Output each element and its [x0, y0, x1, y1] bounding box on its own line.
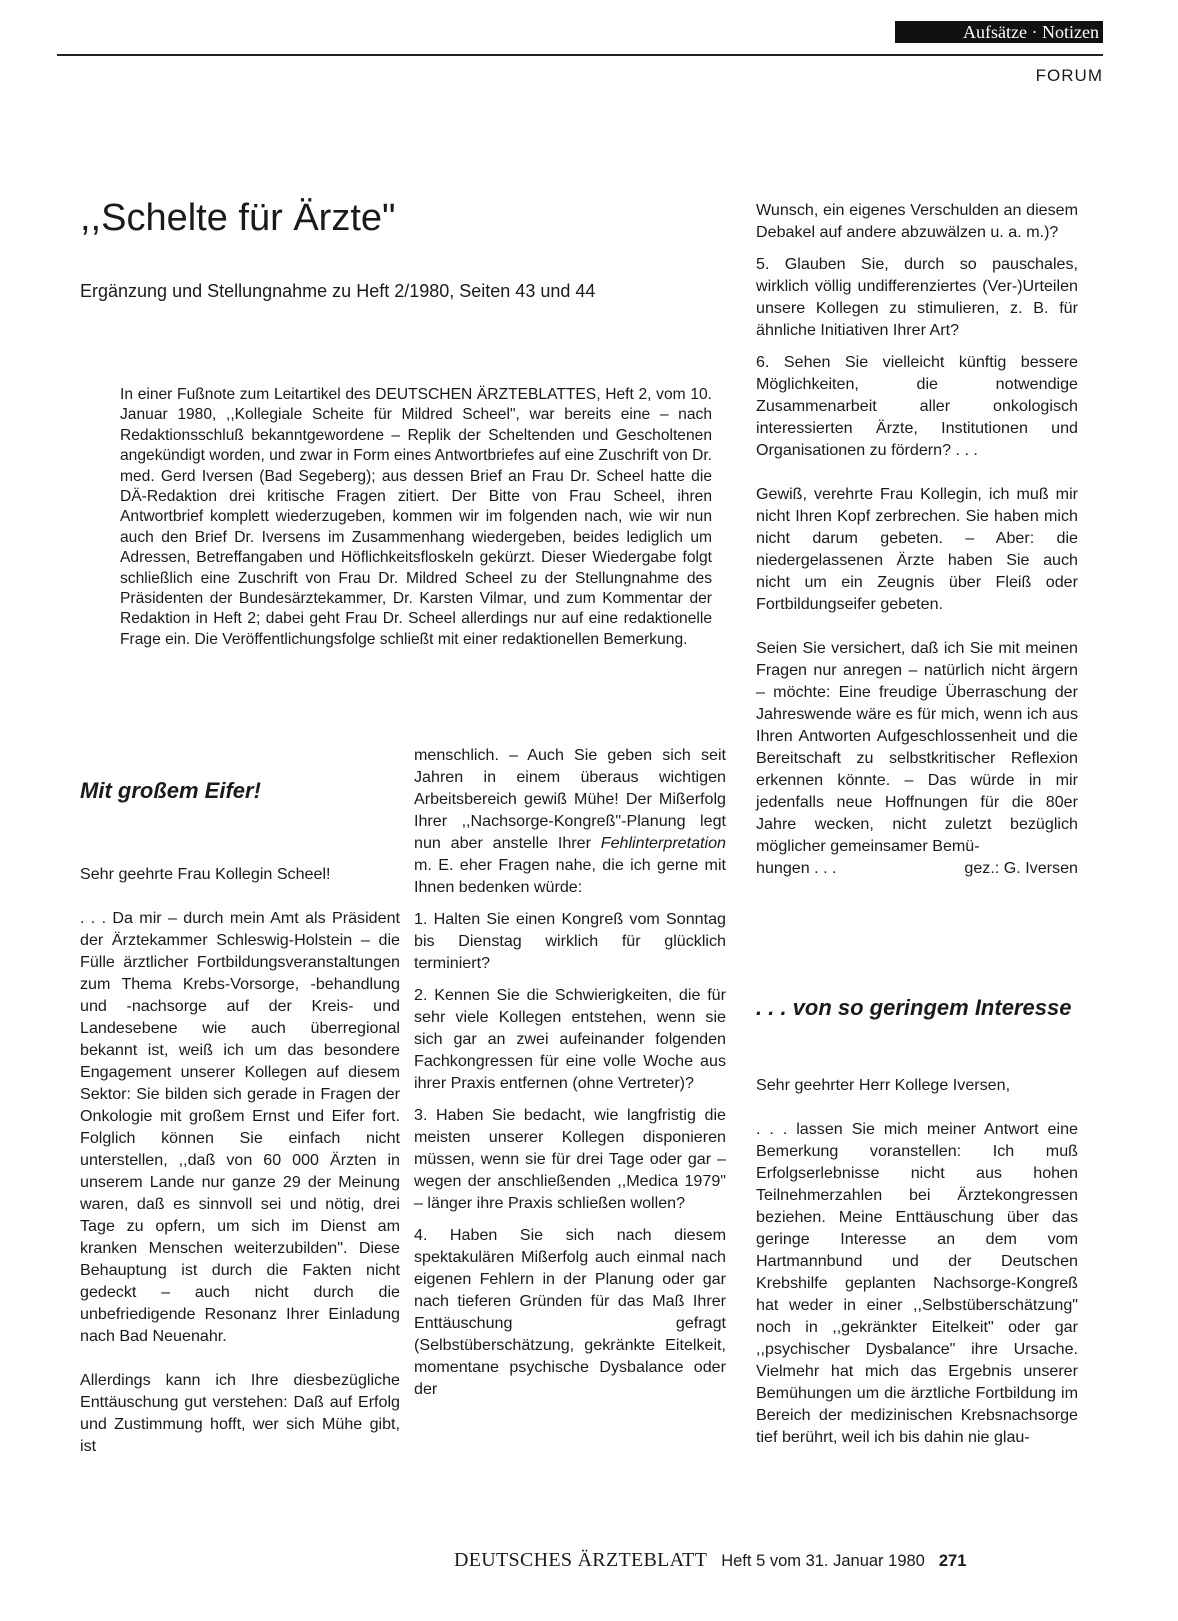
header-rule	[57, 54, 1103, 56]
letter1-paragraph-3	[414, 744, 726, 898]
question-2: 2. Kennen Sie die Schwierigkeiten, die für sehr viele Kollegen entstehen, wenn sie sich gar an zwei aufeinander folgenden Fachkongressen für eine volle Woche aus ihrer Praxis entfernen (ohne Vertreter)?	[414, 986, 726, 1092]
question-1: 1. Halten Sie einen Kongreß vom Sonntag bis Dienstag wirklich für glücklich terminiert?	[414, 910, 726, 972]
p3-part-a: menschlich. – Auch Sie geben sich seit Jahren in einem überaus wichtigen Arbeitsbereich gewiß Mühe! Der Mißerfolg Ihrer ,,Nachsorge-Kongreß"-Planung legt nun aber anstelle Ihrer	[414, 746, 726, 852]
journal-name: DEUTSCHES ÄRZTEBLATT	[454, 1549, 708, 1571]
letter1-salutation: Sehr geehrte Frau Kollegin Scheel!	[80, 865, 331, 883]
question-3: 3. Haben Sie bedacht, wie langfristig die meisten unserer Kollegen disponieren müssen, wenn sie für drei Tage oder gar – wegen der anschließenden ,,Medica 1979" – länger ihre Praxis schließen wollen?	[414, 1106, 726, 1212]
column-3	[756, 199, 1078, 879]
p3-emphasis: Fehlinterpretation	[600, 834, 726, 852]
letter1-paragraph-4: Gewiß, verehrte Frau Kollegin, ich muß mir nicht Ihren Kopf zerbrechen. Sie haben mich nicht darum gebeten. – Aber: die niedergelassenen Ärzte haben Sie auch nicht um ein Zeugnis über Fleiß oder Fortbildungseifer gebeten.	[756, 485, 1078, 613]
p3-part-b: m. E. eher Fragen nahe, die ich gerne mit Ihnen bedenken würde:	[414, 856, 726, 896]
page-number: 271	[938, 1552, 967, 1570]
signature: gez.: G. Iversen	[964, 859, 1078, 877]
question-6: 6. Sehen Sie vielleicht künftig bessere Möglichkeiten, die notwendige Zusammenarbeit aller onkologisch interessierten Ärzte, Institutionen und Organisationen zu fördern? . . .	[756, 353, 1078, 459]
letter2-paragraph-1: . . . lassen Sie mich meiner Antwort eine Bemerkung voranstellen: Ich muß Erfolgserlebnisse nicht aus hohen Teilnehmerzahlen bei Ärztekongressen beziehen. Meine Enttäuschung über das geringe Interesse an dem vom Hartmannbund und der Deutschen Krebshilfe geplanten Nachsorge-Kongreß hat weder in einer ,,Selbstüberschätzung" noch in ,,gekränkter Eitelkeit" oder gar ,,psychischer Dysbalance" ihre Ursache. Vielmehr hat mich das Ergebnis unserer Bemühungen um die ärztliche Fortbildung im Bereich der medizinischen Krebsnachsorge tief berührt, weil ich bis dahin nie glau-	[756, 1120, 1078, 1446]
signature-row	[756, 857, 1078, 879]
article-subtitle: Ergänzung und Stellungnahme zu Heft 2/1980, Seiten 43 und 44	[80, 281, 596, 301]
forum-label: FORUM	[1035, 66, 1103, 85]
issue-info: Heft 5 vom 31. Januar 1980	[721, 1552, 925, 1570]
section-heading-mit-grossem-eifer: Mit großem Eifer!	[80, 778, 261, 803]
page-footer	[454, 1549, 966, 1572]
letter2-salutation: Sehr geehrter Herr Kollege Iversen,	[756, 1076, 1011, 1094]
section-heading-von-so-geringem-interesse: . . . von so geringem Interesse	[756, 995, 1072, 1020]
question-5: 5. Glauben Sie, durch so pauschales, wirklich völlig undifferenziertes (Ver-)Urteilen unsere Kollegen zu stimulieren, z. B. für ähnliche Initiativen Ihrer Art?	[756, 255, 1078, 339]
letter1-paragraph-2: Allerdings kann ich Ihre diesbezügliche Enttäuschung gut verstehen: Daß auf Erfolg und Zustimmung hofft, wer sich Mühe gibt, ist	[80, 1371, 400, 1455]
column-1	[80, 863, 400, 1457]
letter1-paragraph-5: Seien Sie versichert, daß ich Sie mit meinen Fragen nur anregen – natürlich nicht ärgern – möchte: Eine freudige Überraschung der Jahreswende wäre es für mich, wenn ich aus Ihren Antworten Aufgeschlossenheit und die Bereitschaft zu selbstkritischer Reflexion erkennen könnte. – Das würde in mir jedenfalls neue Hoffnungen für die 80er Jahre wecken, nicht zuletzt bezüglich möglicher gemeinsamer Bemü-	[756, 639, 1078, 855]
column-3-letter-2	[756, 1074, 1078, 1448]
article-title: ,,Schelte für Ärzte"	[80, 197, 396, 239]
letter1-closing: hungen . . .	[756, 859, 837, 877]
section-tag: Aufsätze · Notizen	[895, 21, 1103, 43]
question-4: 4. Haben Sie sich nach diesem spektakulären Mißerfolg auch einmal nach eigenen Fehlern in der Planung oder gar nach tieferen Gründen für das Maß Ihrer Enttäuschung gefragt (Selbstüberschätzung, gekränkte Eitelkeit, momentane psychische Dysbalance oder der	[414, 1226, 726, 1398]
intro-paragraph: In einer Fußnote zum Leitartikel des DEUTSCHEN ÄRZTEBLATTES, Heft 2, vom 10. Januar 1980, ,,Kollegiale Scheite für Mildred Scheel", war bereits eine – nach Redaktionsschluß bekanntgewordene – Replik der Scheltenden und Gescholtenen angekündigt worden, und zwar in Form eines Antwortbriefes auf eine Zuschrift von Dr. med. Gerd Iversen (Bad Segeberg); aus dessen Brief an Frau Dr. Scheel hatte die DÄ-Redaktion drei kritische Fragen zitiert. Der Bitte von Frau Scheel, ihren Antwortbrief komplett wiederzugeben, kommen wir im folgenden nach, wie wir nun auch den Brief Dr. Iversens im Zusammenhang wiedergeben, beides lediglich um Adressen, Betreffangaben und Höflichkeitsfloskeln gekürzt. Dieser Wiedergabe folgt schließlich eine Zuschrift von Frau Dr. Mildred Scheel zu der Stellungnahme des Präsidenten der Bundesärztekammer, Dr. Karsten Vilmar, und zum Kommentar der Redaktion in Heft 2; dabei geht Frau Dr. Scheel allerdings nur auf eine redaktionelle Frage ein. Die Veröffentlichungsfolge schließt mit einer redaktionellen Bemerkung.	[120, 386, 712, 648]
question-4-continued: Wunsch, ein eigenes Verschulden an diesem Debakel auf andere abzuwälzen u. a. m.)?	[756, 201, 1078, 241]
column-2	[414, 744, 726, 1400]
letter1-paragraph-1: . . . Da mir – durch mein Amt als Präsident der Ärztekammer Schleswig-Holstein – die Fülle ärztlicher Fortbildungsveranstaltungen zum Thema Krebs-Vorsorge, -behandlung und -nachsorge auf der Kreis- und Landesebene wie auch überregional bekannt ist, weiß ich um das besondere Engagement unserer Kollegen auf diesem Sektor: Sie bilden sich gerade in Fragen der Onkologie mit großem Ernst und Eifer fort. Folglich können Sie einfach nicht unterstellen, ,,daß von 60 000 Ärzten in unserem Lande nur ganze 29 der Meinung waren, daß es sinnvoll sei und nötig, drei Tage zu opfern, um sich im Dienst am kranken Menschen weiterzubilden". Diese Behauptung ist durch die Fakten nicht gedeckt – auch nicht durch die unbefriedigende Resonanz Ihrer Einladung nach Bad Neuenahr.	[80, 909, 400, 1345]
intro-block	[120, 385, 712, 650]
